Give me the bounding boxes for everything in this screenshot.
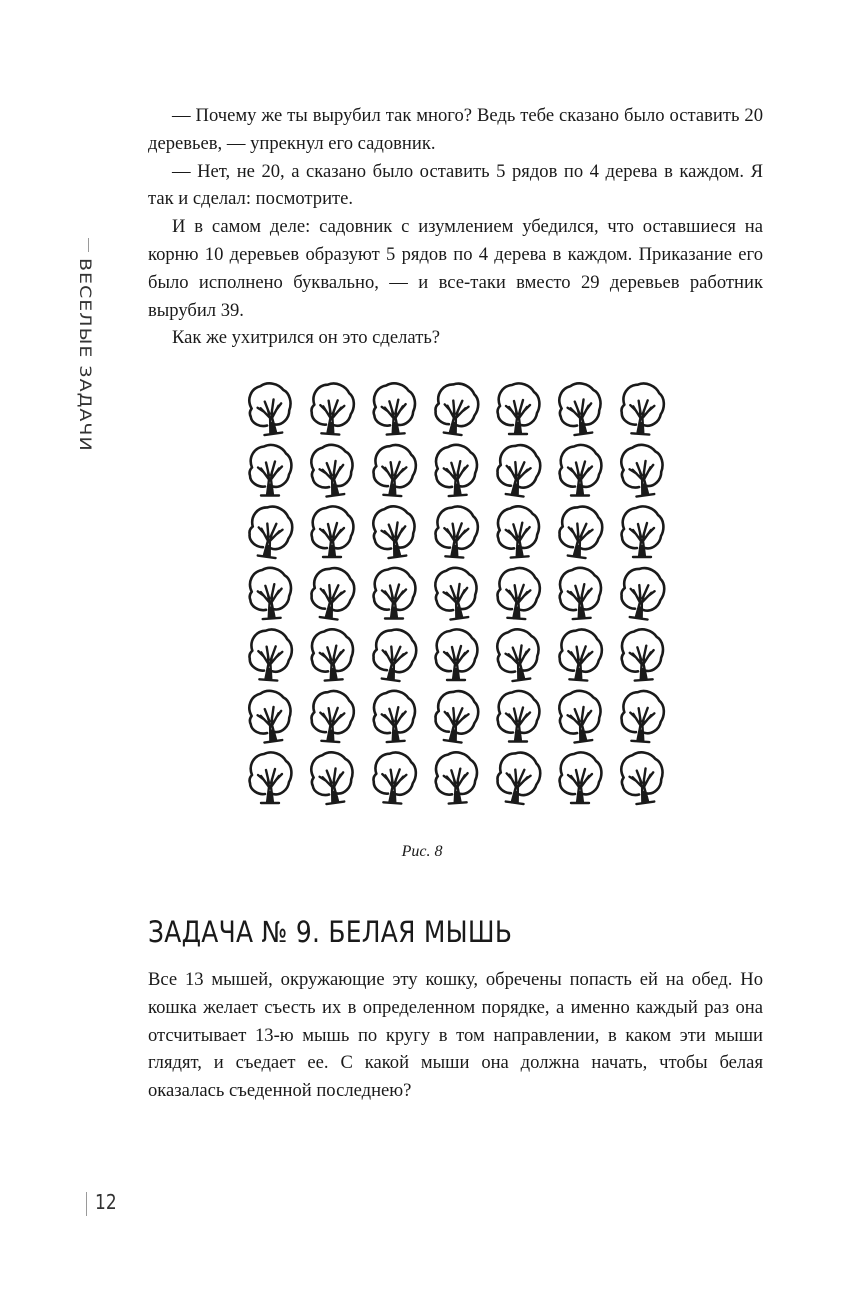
tree-grid-figure — [244, 378, 668, 810]
tree-icon — [246, 381, 294, 437]
intro-paragraph-3: И в самом деле: садовник с изумлением убедился, что оставшиеся на корню 10 деревьев образуют 5 рядов по 4 дерева в каждом. Приказание его было исполнено буквально, — и все-таки вместо 29 деревьев работник вырубил 39. — [148, 216, 763, 321]
tree-icon — [618, 565, 666, 621]
tree-icon — [308, 750, 356, 806]
tree-icon — [312, 506, 354, 557]
tree-icon — [560, 752, 602, 803]
tree-icon — [310, 690, 355, 743]
tree-icon — [620, 690, 665, 743]
tree-icon — [618, 442, 666, 498]
tree-icon — [372, 382, 417, 435]
intro-paragraph-4: Как же ухитрился он это сделать? — [172, 327, 441, 349]
tree-icon — [556, 381, 604, 437]
tree-icon — [498, 383, 540, 434]
tree-icon — [372, 751, 417, 804]
tree-grid — [244, 378, 668, 810]
tree-icon — [432, 688, 480, 744]
tree-icon — [556, 504, 604, 560]
tree-icon — [250, 752, 292, 803]
tree-icon — [622, 506, 664, 557]
tree-icon — [310, 382, 355, 435]
tree-icon — [432, 381, 480, 437]
tree-icon — [494, 750, 542, 806]
tree-icon — [432, 565, 480, 621]
tree-icon — [496, 567, 541, 620]
tree-icon — [248, 628, 293, 681]
tree-icon — [370, 504, 418, 560]
tree-icon — [434, 505, 479, 558]
intro-text — [148, 102, 763, 352]
tree-icon — [434, 443, 479, 496]
tree-icon — [498, 691, 540, 742]
tree-icon — [494, 442, 542, 498]
tree-icon — [308, 442, 356, 498]
running-head-rule — [88, 238, 89, 252]
tree-icon — [620, 628, 665, 681]
tree-icon — [370, 627, 418, 683]
section-heading: ЗАДАЧА № 9. БЕЛАЯ МЫШЬ — [148, 915, 513, 949]
tree-icon — [558, 628, 603, 681]
tree-icon — [618, 750, 666, 806]
tree-icon — [620, 382, 665, 435]
tree-icon — [560, 445, 602, 496]
tree-icon — [246, 504, 294, 560]
tree-icon — [434, 751, 479, 804]
tree-icon — [556, 688, 604, 744]
tree-icon — [250, 445, 292, 496]
page-number: 12 — [95, 1190, 117, 1214]
tree-icon — [246, 688, 294, 744]
tree-icon — [436, 629, 478, 680]
page-number-rule — [86, 1192, 87, 1216]
intro-paragraph-1: — Почему же ты вырубил так много? Ведь тебе сказано было оставить 20 деревьев, — упрекнул его садовник. — [148, 105, 763, 154]
running-head — [70, 238, 110, 478]
tree-icon — [494, 627, 542, 683]
tree-icon — [308, 565, 356, 621]
tree-icon — [558, 566, 603, 619]
problem-text — [148, 966, 763, 1105]
tree-icon — [372, 444, 417, 497]
tree-icon — [310, 628, 355, 681]
intro-paragraph-2: — Нет, не 20, а сказано было оставить 5 рядов по 4 дерева в каждом. Я так и сделал: посмотрите. — [148, 160, 763, 210]
tree-icon — [372, 689, 417, 742]
tree-icon — [248, 566, 293, 619]
tree-icon — [496, 505, 541, 558]
running-head-text: ВЕСЕЛЫЕ ЗАДАЧИ — [76, 258, 95, 452]
problem-paragraph: Все 13 мышей, окружающие эту кошку, обречены попасть ей на обед. Но кошка желает съесть их в определенном порядке, а именно каждый раз она отсчитывает 13-ю мышь по кругу в том направлении, в каком эти мыши глядят, и съедает ее. С какой мыши она должна начать, чтобы белая оказалась съеденной последнею? — [148, 969, 763, 1102]
tree-icon — [374, 568, 416, 619]
figure-caption: Рис. 8 — [401, 843, 443, 860]
